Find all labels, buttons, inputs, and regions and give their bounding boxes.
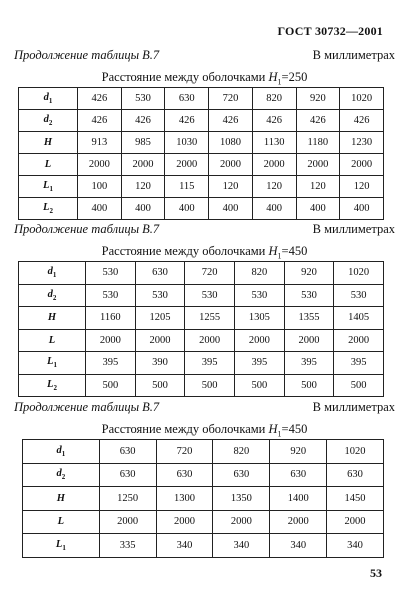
parameter-subscript: 2 [48, 119, 53, 128]
parameter-symbol: L [57, 516, 65, 528]
parameter-cell [19, 198, 78, 220]
parameter-cell [19, 374, 86, 397]
units-label: В миллиметрах [312, 222, 395, 236]
value-cell: 530 [135, 284, 185, 307]
value-cell: 340 [270, 534, 327, 558]
parameter-cell [19, 329, 86, 352]
value-cell: 340 [213, 534, 270, 558]
value-cell: 630 [135, 262, 185, 285]
value-cell: 120 [340, 176, 384, 198]
parameter-cell [19, 352, 86, 375]
title-value: =450 [281, 244, 308, 258]
value-cell: 630 [165, 88, 209, 110]
value-cell: 530 [86, 284, 136, 307]
title-subscript: 1 [277, 77, 282, 87]
value-cell: 426 [78, 110, 122, 132]
value-cell: 426 [209, 110, 253, 132]
parameter-symbol: L [47, 356, 54, 368]
parameter-symbol: L [47, 378, 54, 390]
value-cell: 820 [252, 88, 296, 110]
table-row [23, 440, 384, 464]
title-text: Расстояние между оболочками [101, 422, 266, 436]
value-cell: 400 [209, 198, 253, 220]
parameter-symbol: L [55, 538, 63, 550]
value-cell: 2000 [252, 154, 296, 176]
value-cell: 1350 [213, 487, 270, 511]
value-cell: 100 [78, 176, 122, 198]
table-row [23, 510, 384, 534]
parameter-subscript: 2 [53, 383, 57, 392]
value-cell: 1180 [296, 132, 340, 154]
value-cell: 530 [121, 88, 165, 110]
parameter-cell [23, 534, 100, 558]
table-row [19, 132, 384, 154]
parameter-symbol: d [56, 468, 62, 480]
parameter-symbol: L [43, 201, 50, 213]
title-text: Расстояние между оболочками [101, 244, 266, 258]
value-cell: 2000 [156, 510, 213, 534]
parameter-symbol: d [43, 113, 49, 125]
value-cell: 340 [327, 534, 384, 558]
table-row [23, 463, 384, 487]
table-row [19, 176, 384, 198]
value-cell: 2000 [235, 329, 285, 352]
value-cell: 426 [252, 110, 296, 132]
value-cell: 985 [121, 132, 165, 154]
title-text: Расстояние между оболочками [101, 70, 266, 84]
dimension-table [18, 87, 384, 220]
standard-header: ГОСТ 30732—2001 [277, 24, 383, 38]
table-row [19, 154, 384, 176]
value-cell: 1230 [340, 132, 384, 154]
parameter-cell [23, 463, 100, 487]
value-cell: 395 [334, 352, 384, 375]
table-section-2 [14, 222, 395, 397]
parameter-cell [19, 88, 78, 110]
table-row [23, 487, 384, 511]
value-cell: 630 [99, 440, 156, 464]
parameter-symbol: d [47, 288, 53, 300]
value-cell: 1255 [185, 307, 235, 330]
table-row [19, 262, 384, 285]
continuation-label: Продолжение таблицы В.7 [14, 400, 160, 414]
value-cell: 400 [296, 198, 340, 220]
value-cell: 530 [86, 262, 136, 285]
value-cell: 630 [213, 463, 270, 487]
section-title [14, 70, 395, 85]
title-value: =450 [281, 422, 308, 436]
parameter-symbol: H [47, 312, 57, 324]
value-cell: 1020 [327, 440, 384, 464]
value-cell: 2000 [213, 510, 270, 534]
table-row [19, 198, 384, 220]
title-symbol: H [268, 70, 278, 84]
parameter-symbol: L [43, 179, 50, 191]
value-cell: 2000 [270, 510, 327, 534]
table-section-3 [14, 400, 395, 558]
parameter-cell [23, 510, 100, 534]
value-cell: 500 [284, 374, 334, 397]
table-row [19, 352, 384, 375]
units-label: В миллиметрах [312, 400, 395, 414]
value-cell: 530 [334, 284, 384, 307]
value-cell: 395 [86, 352, 136, 375]
parameter-symbol: d [43, 91, 49, 103]
value-cell: 1130 [252, 132, 296, 154]
parameter-cell [19, 154, 78, 176]
parameter-subscript: 1 [48, 97, 53, 106]
value-cell: 400 [252, 198, 296, 220]
value-cell: 530 [284, 284, 334, 307]
value-cell: 530 [185, 284, 235, 307]
value-cell: 395 [235, 352, 285, 375]
value-cell: 500 [135, 374, 185, 397]
value-cell: 1400 [270, 487, 327, 511]
parameter-symbol: d [56, 444, 62, 456]
table-row [19, 329, 384, 352]
value-cell: 335 [99, 534, 156, 558]
value-cell: 2000 [209, 154, 253, 176]
table-row [19, 284, 384, 307]
value-cell: 1160 [86, 307, 136, 330]
value-cell: 2000 [121, 154, 165, 176]
value-cell: 500 [86, 374, 136, 397]
section-head [14, 400, 395, 416]
section-head [14, 48, 395, 64]
value-cell: 426 [340, 110, 384, 132]
value-cell: 400 [165, 198, 209, 220]
parameter-subscript: 1 [62, 543, 66, 552]
section-title [14, 244, 395, 259]
title-subscript: 1 [277, 251, 282, 261]
parameter-cell [19, 262, 86, 285]
value-cell: 2000 [284, 329, 334, 352]
value-cell: 115 [165, 176, 209, 198]
value-cell: 340 [156, 534, 213, 558]
parameter-subscript: 1 [53, 361, 57, 370]
parameter-subscript: 1 [49, 185, 53, 194]
value-cell: 1300 [156, 487, 213, 511]
parameter-symbol: d [47, 266, 53, 278]
value-cell: 630 [327, 463, 384, 487]
title-symbol: H [268, 244, 278, 258]
parameter-symbol: L [48, 334, 56, 346]
value-cell: 500 [334, 374, 384, 397]
parameter-cell [19, 284, 86, 307]
continuation-label: Продолжение таблицы В.7 [14, 222, 160, 236]
value-cell: 400 [121, 198, 165, 220]
table-row [19, 307, 384, 330]
value-cell: 426 [78, 88, 122, 110]
parameter-subscript: 2 [49, 207, 53, 216]
parameter-cell [23, 487, 100, 511]
value-cell: 400 [340, 198, 384, 220]
title-value: =250 [281, 70, 308, 84]
value-cell: 2000 [86, 329, 136, 352]
value-cell: 1080 [209, 132, 253, 154]
value-cell: 630 [156, 463, 213, 487]
value-cell: 2000 [78, 154, 122, 176]
units-label: В миллиметрах [312, 48, 395, 62]
value-cell: 500 [185, 374, 235, 397]
parameter-subscript: 2 [61, 473, 66, 482]
table-row [23, 534, 384, 558]
value-cell: 1030 [165, 132, 209, 154]
value-cell: 820 [235, 262, 285, 285]
value-cell: 2000 [165, 154, 209, 176]
value-cell: 395 [284, 352, 334, 375]
value-cell: 426 [296, 110, 340, 132]
parameter-cell [19, 110, 78, 132]
value-cell: 426 [121, 110, 165, 132]
value-cell: 1405 [334, 307, 384, 330]
dimension-table [22, 439, 384, 558]
table-row [19, 88, 384, 110]
value-cell: 630 [270, 463, 327, 487]
value-cell: 1250 [99, 487, 156, 511]
value-cell: 390 [135, 352, 185, 375]
parameter-cell [19, 132, 78, 154]
section-head [14, 222, 395, 238]
parameter-cell [19, 176, 78, 198]
value-cell: 2000 [185, 329, 235, 352]
value-cell: 400 [78, 198, 122, 220]
value-cell: 120 [121, 176, 165, 198]
value-cell: 2000 [334, 329, 384, 352]
value-cell: 120 [252, 176, 296, 198]
value-cell: 920 [270, 440, 327, 464]
value-cell: 500 [235, 374, 285, 397]
value-cell: 820 [213, 440, 270, 464]
title-subscript: 1 [277, 429, 282, 439]
parameter-subscript: 2 [52, 293, 57, 302]
value-cell: 2000 [327, 510, 384, 534]
value-cell: 1020 [334, 262, 384, 285]
value-cell: 395 [185, 352, 235, 375]
dimension-table [18, 261, 384, 397]
value-cell: 2000 [296, 154, 340, 176]
value-cell: 720 [156, 440, 213, 464]
value-cell: 720 [209, 88, 253, 110]
value-cell: 2000 [340, 154, 384, 176]
table-row [19, 374, 384, 397]
value-cell: 920 [284, 262, 334, 285]
value-cell: 913 [78, 132, 122, 154]
table-row [19, 110, 384, 132]
value-cell: 1355 [284, 307, 334, 330]
value-cell: 426 [165, 110, 209, 132]
section-title [14, 422, 395, 437]
value-cell: 120 [209, 176, 253, 198]
parameter-subscript: 1 [52, 271, 57, 280]
value-cell: 530 [235, 284, 285, 307]
value-cell: 920 [296, 88, 340, 110]
value-cell: 1020 [340, 88, 384, 110]
title-symbol: H [268, 422, 278, 436]
parameter-symbol: L [44, 159, 52, 170]
value-cell: 2000 [135, 329, 185, 352]
parameter-subscript: 1 [61, 449, 66, 458]
value-cell: 630 [99, 463, 156, 487]
continuation-label: Продолжение таблицы В.7 [14, 48, 160, 62]
value-cell: 120 [296, 176, 340, 198]
table-section-1 [14, 48, 395, 220]
value-cell: 1305 [235, 307, 285, 330]
value-cell: 1450 [327, 487, 384, 511]
value-cell: 720 [185, 262, 235, 285]
page-number: 53 [370, 566, 382, 580]
parameter-symbol: H [43, 137, 53, 148]
parameter-cell [19, 307, 86, 330]
value-cell: 1205 [135, 307, 185, 330]
parameter-cell [23, 440, 100, 464]
parameter-symbol: H [56, 492, 65, 504]
value-cell: 2000 [99, 510, 156, 534]
